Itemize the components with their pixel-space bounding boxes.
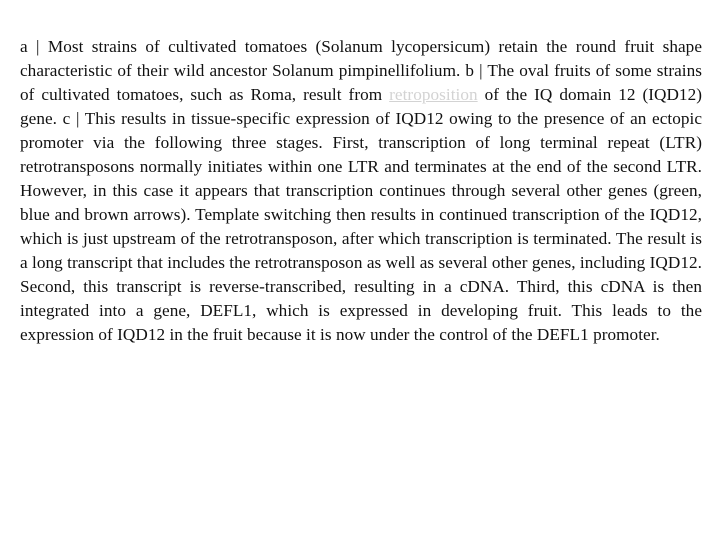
figure-caption — [20, 35, 702, 347]
caption-text-part-2: of the IQ domain 12 (IQD12) gene. c | This results in tissue-specific expression of IQD12 owing to the presence of an ectopic promoter via the following three stages. First, transcription of long terminal repeat (LTR) retrotransposons normally initiates within one LTR and terminates at the end of the second LTR. However, in this case it appears that transcription continues through several other genes (green, blue and brown arrows). Template switching then results in continued transcription of the IQD12, which is just upstream of the retrotransposon, after which transcription is terminated. The result is a long transcript that includes the retrotransposon as well as several other genes, including IQD12. Second, this transcript is reverse-transcribed, resulting in a cDNA. Third, this cDNA is then integrated into a gene, DEFL1, which is expressed in developing fruit. This leads to the expression of IQD12 in the fruit because it is now under the control of the DEFL1 promoter. — [20, 85, 702, 344]
retroposition-link[interactable]: retroposition — [389, 85, 478, 104]
caption-text-part-1: a | Most strains of cultivated tomatoes (Solanum lycopersicum) retain the round fruit shape characteristic of their wild ancestor Solanum pimpinellifolium. b | The oval fruits of some strains of cultivated tomatoes, such as Roma, result from — [20, 37, 702, 104]
